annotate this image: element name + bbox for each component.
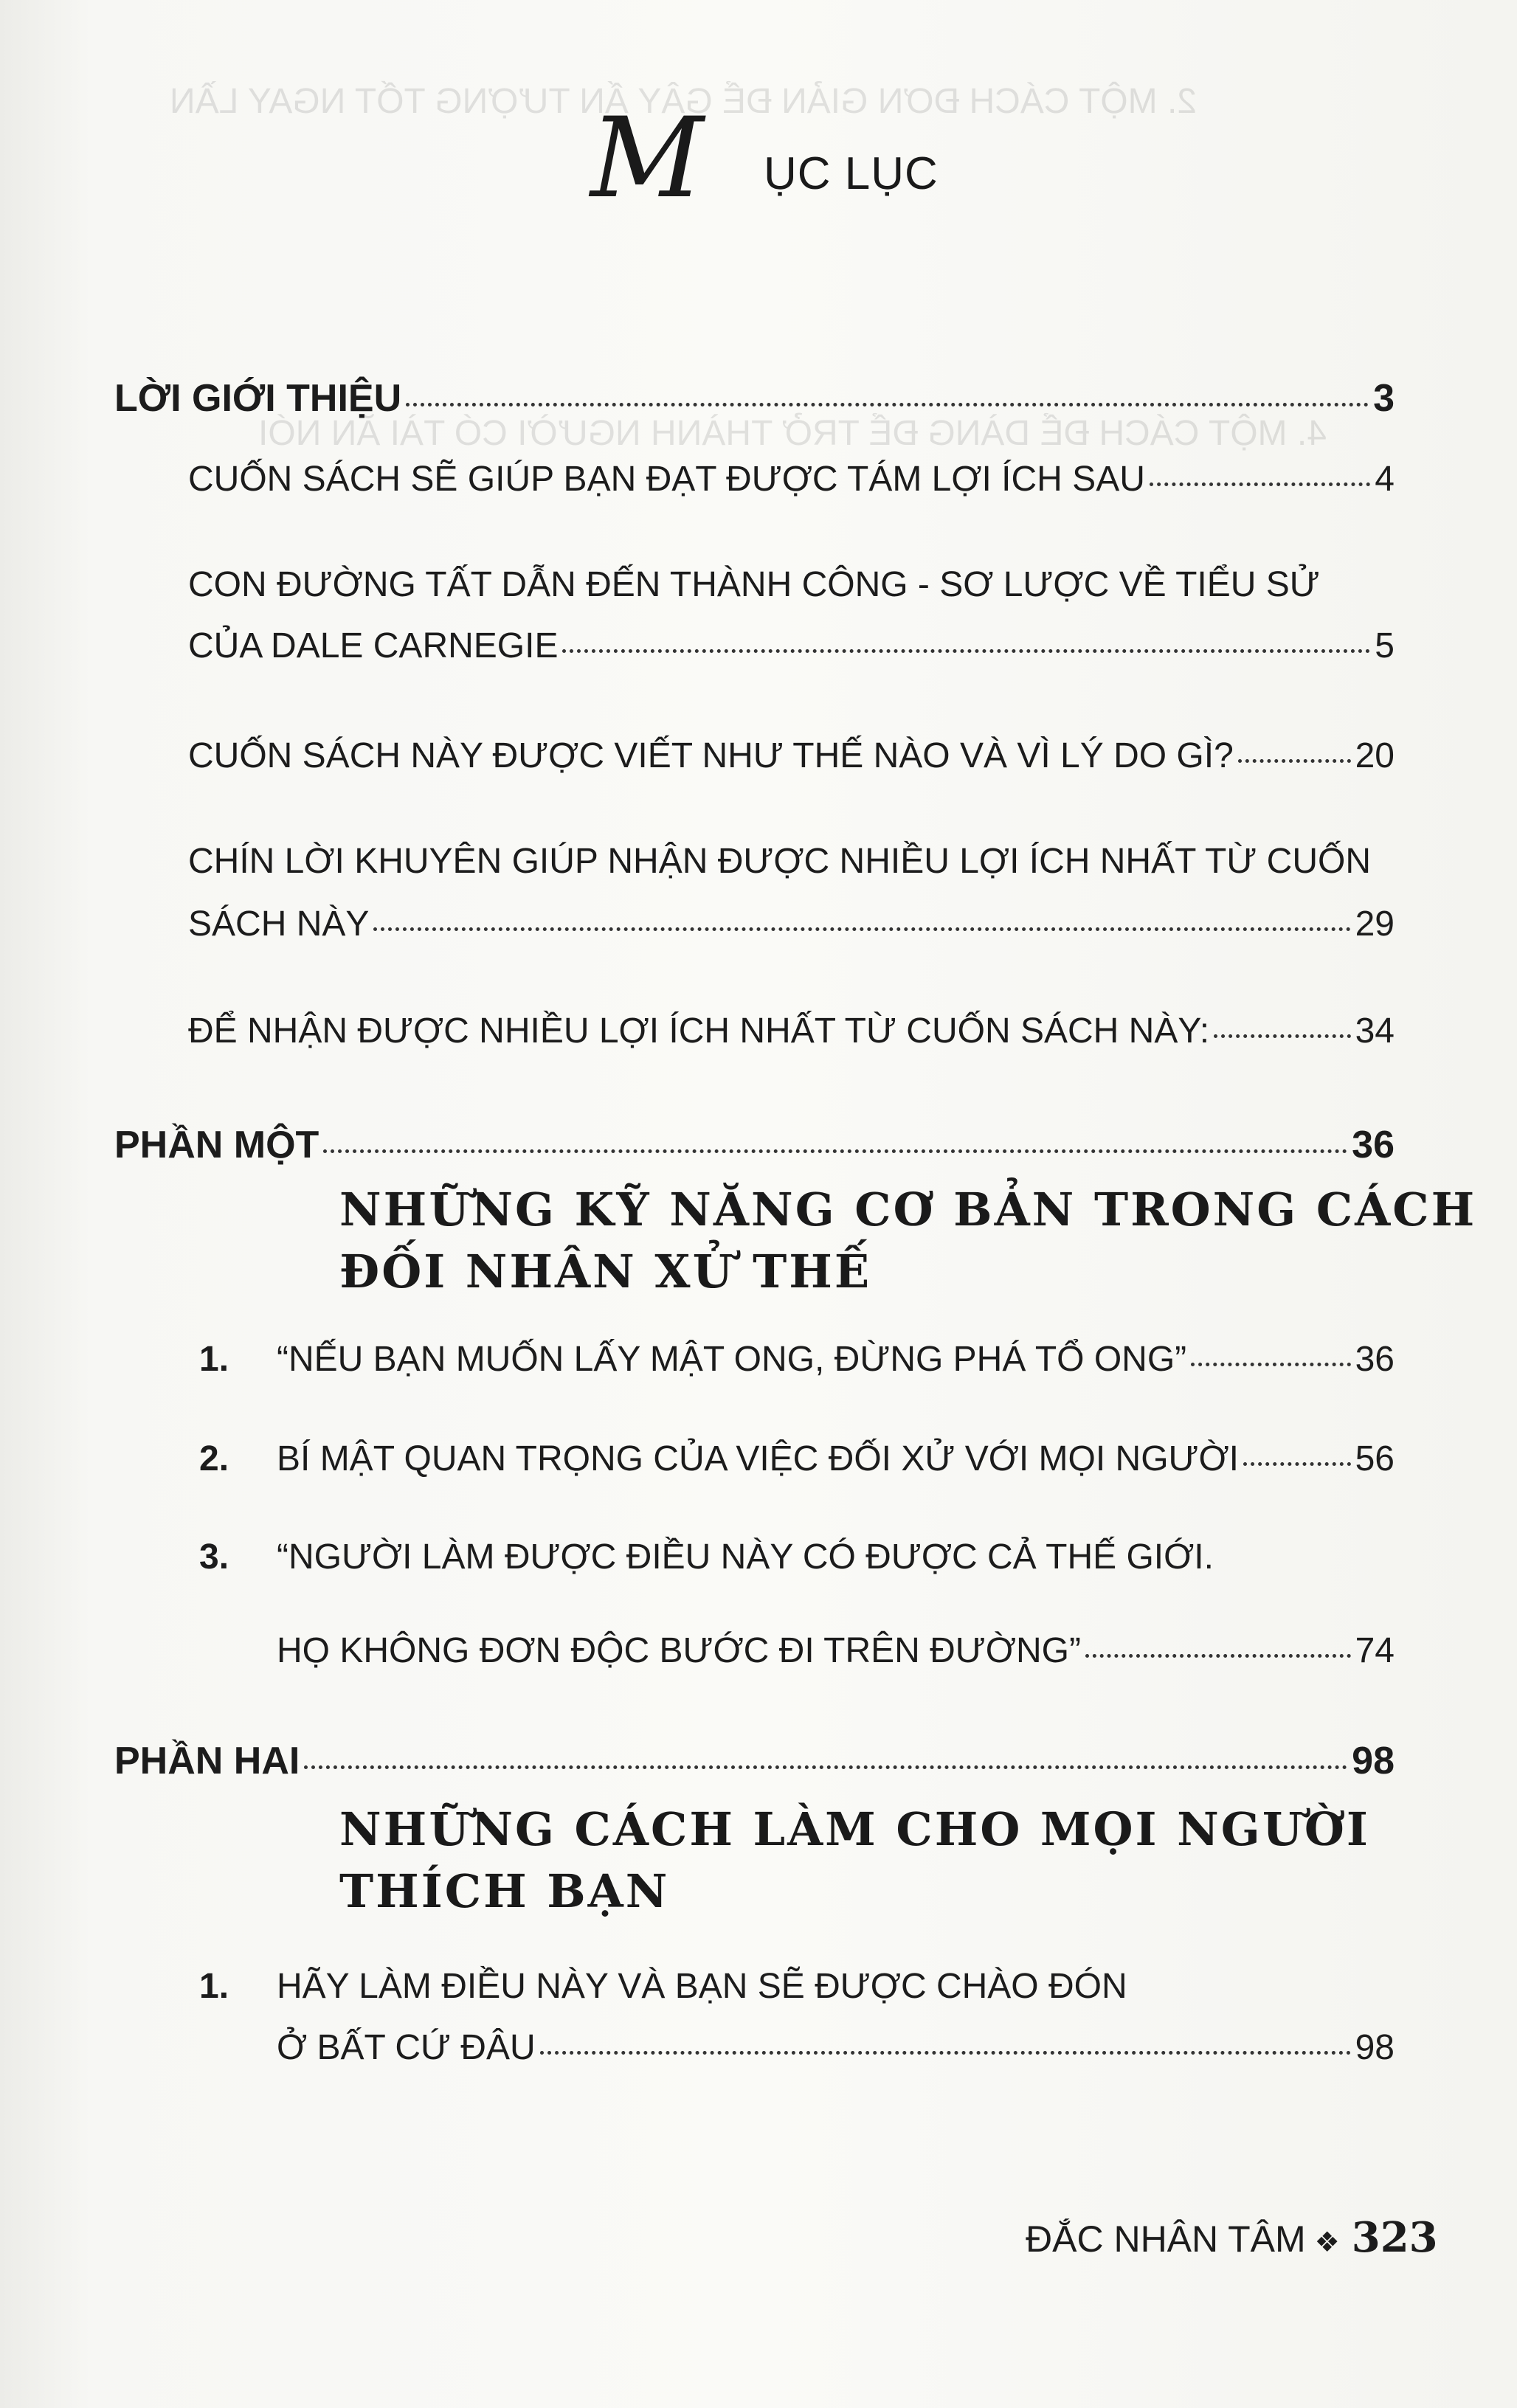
entry-title: CUỐN SÁCH NÀY ĐƯỢC VIẾT NHƯ THẾ NÀO VÀ VÌ LÝ DO GÌ? xyxy=(188,736,1234,775)
leader-dots xyxy=(1243,1462,1351,1466)
page-number: 4 xyxy=(1375,460,1395,499)
entry-title: “NẾU BẠN MUỐN LẤY MẬT ONG, ĐỪNG PHÁ TỔ ONG” xyxy=(277,1340,1187,1379)
toc-entry[interactable] xyxy=(188,459,1395,499)
toc-entry[interactable] xyxy=(188,1011,1395,1051)
entry-title-line[interactable]: CON ĐƯỜNG TẤT DẪN ĐẾN THÀNH CÔNG - SƠ LƯỢC VỀ TIỂU SỬ xyxy=(188,565,1320,604)
leader-dots xyxy=(373,927,1350,931)
page-number: 34 xyxy=(1355,1011,1395,1051)
entry-number: 3. xyxy=(199,1537,229,1577)
entry-title: Ở BẤT CỨ ĐÂU xyxy=(277,2028,536,2067)
entry-title-line[interactable]: “NGƯỜI LÀM ĐƯỢC ĐIỀU NÀY CÓ ĐƯỢC CẢ THẾ GIỚI. xyxy=(277,1537,1214,1577)
leader-dots xyxy=(562,649,1370,653)
entry-title-line[interactable]: CHÍN LỜI KHUYÊN GIÚP NHẬN ĐƯỢC NHIỀU LỢI ÍCH NHẤT TỪ CUỐN xyxy=(188,842,1371,881)
entry-title-line[interactable]: HÃY LÀM ĐIỀU NÀY VÀ BẠN SẼ ĐƯỢC CHÀO ĐÓN xyxy=(277,1967,1127,2006)
entry-title: HỌ KHÔNG ĐƠN ĐỘC BƯỚC ĐI TRÊN ĐƯỜNG” xyxy=(277,1631,1081,1670)
diamond-ornament-icon: ❖ xyxy=(1314,2227,1340,2258)
entry-number: 1. xyxy=(199,1340,229,1379)
leader-dots xyxy=(1150,482,1370,486)
bleed-through-text: 4. MỘT CÁCH ĐỂ DÀNG ĐỂ TRỞ THÀNH NGƯỜI CÓ TÀI ĂN NÓI xyxy=(258,414,1327,453)
title-script-letter: M xyxy=(590,94,699,223)
toc-section-part-one[interactable] xyxy=(114,1123,1395,1167)
page-number: 74 xyxy=(1355,1631,1395,1670)
page-number: 98 xyxy=(1355,2028,1395,2067)
entry-title: ĐỂ NHẬN ĐƯỢC NHIỀU LỢI ÍCH NHẤT TỪ CUỐN SÁCH NÀY: xyxy=(188,1011,1210,1051)
page-title xyxy=(590,94,974,236)
leader-dots xyxy=(1214,1034,1351,1038)
page-number-footer: 323 xyxy=(1351,2213,1438,2262)
leader-dots xyxy=(1085,1654,1351,1658)
leader-dots xyxy=(323,1149,1347,1153)
leader-dots xyxy=(540,2051,1351,2055)
toc-section-part-two[interactable] xyxy=(114,1739,1395,1783)
page-number: 36 xyxy=(1352,1124,1395,1166)
entry-number: 2. xyxy=(199,1439,229,1478)
toc-section-intro[interactable] xyxy=(114,376,1395,421)
toc-entry[interactable] xyxy=(188,904,1395,944)
leader-dots xyxy=(406,403,1369,406)
leader-dots xyxy=(1238,759,1351,763)
leader-dots xyxy=(304,1765,1347,1769)
bleed-through-text: 2. MỘT CÁCH ĐƠN GIẢN ĐỂ GÂY ẤN TƯỢNG TỐT NGAY LẦN xyxy=(170,82,1198,121)
toc-entry[interactable] xyxy=(277,2027,1395,2068)
page-number: 5 xyxy=(1375,626,1395,665)
section-label: LỜI GIỚI THIỆU xyxy=(114,377,402,420)
page-number: 20 xyxy=(1355,736,1395,775)
toc-entry[interactable] xyxy=(188,626,1395,666)
entry-title: CUỐN SÁCH SẼ GIÚP BẠN ĐẠT ĐƯỢC TÁM LỢI ÍCH SAU xyxy=(188,460,1145,499)
part-heading-line: ĐỐI NHÂN XỬ THẾ xyxy=(339,1245,872,1298)
page-number: 3 xyxy=(1373,377,1395,420)
page-footer xyxy=(1026,2213,1438,2262)
page-number: 98 xyxy=(1352,1740,1395,1782)
page-number: 56 xyxy=(1355,1439,1395,1478)
entry-title: SÁCH NÀY xyxy=(188,904,370,944)
title-text: ỤC LỤC xyxy=(764,148,939,199)
leader-dots xyxy=(1191,1363,1350,1366)
section-label: PHẦN HAI xyxy=(114,1740,300,1782)
part-heading-line: THÍCH BẠN xyxy=(339,1864,670,1918)
part-heading-line: NHỮNG KỸ NĂNG CƠ BẢN TRONG CÁCH xyxy=(339,1183,1477,1236)
page-number: 36 xyxy=(1355,1340,1395,1379)
entry-number: 1. xyxy=(199,1967,229,2006)
section-label: PHẦN MỘT xyxy=(114,1124,319,1166)
entry-title: BÍ MẬT QUAN TRỌNG CỦA VIỆC ĐỐI XỬ VỚI MỌI NGƯỜI xyxy=(277,1439,1240,1478)
toc-entry[interactable] xyxy=(277,1630,1395,1671)
entry-title: CỦA DALE CARNEGIE xyxy=(188,626,559,665)
page-number: 29 xyxy=(1355,904,1395,944)
part-heading-line: NHỮNG CÁCH LÀM CHO MỌI NGƯỜI xyxy=(339,1802,1370,1856)
toc-entry[interactable] xyxy=(188,736,1395,776)
book-title: ĐẮC NHÂN TÂM xyxy=(1026,2218,1306,2260)
toc-entry[interactable] xyxy=(277,1339,1395,1380)
toc-entry[interactable] xyxy=(277,1439,1395,1479)
